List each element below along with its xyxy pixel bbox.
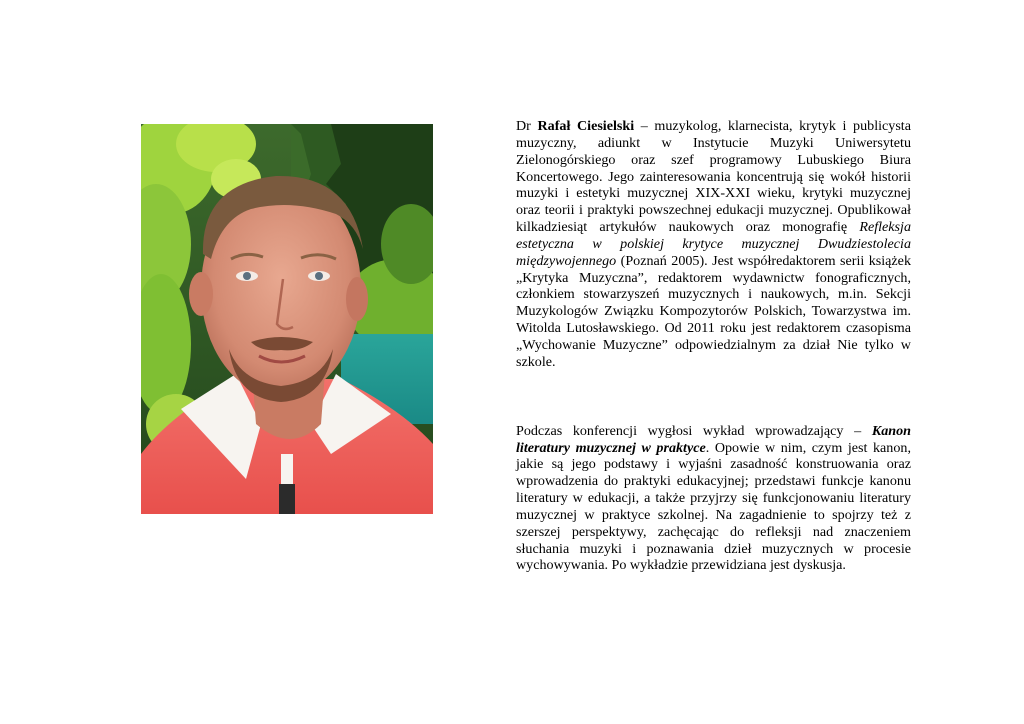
bio-text-2: (Poznań 2005). Jest współredaktorem serii książek „Krytyka Muzyczna”, redaktorem wydawnictw fonograficznych, członkiem stowarzyszeń muzycznych i naukowych, m.in. Sekcji Muzykologów Związku Kompozytorów Polskich, Towarzystwa im. Witolda Lutosławskiego. Od 2011 roku jest redaktorem czasopisma „Wychowanie Muzyczne” odpowiedzialnym za dział Nie tylko w szkole. xyxy=(516,252,911,370)
lecture-paragraph xyxy=(516,423,911,575)
book-title: Refleksja estetyczna w polskiej krytyce muzycznej Dwudziestolecia międzywojennego xyxy=(516,219,911,269)
portrait-illustration xyxy=(141,124,433,514)
text-column xyxy=(516,118,911,574)
bio-prefix: Dr xyxy=(516,118,538,134)
lecture-text-1: Podczas konferencji wygłosi wykład wprowadzający – xyxy=(516,422,872,439)
bio-paragraph xyxy=(516,118,911,371)
portrait-photo xyxy=(141,124,433,514)
speaker-name: Rafał Ciesielski xyxy=(537,118,635,134)
bio-text-1: – muzykolog, klarnecista, krytyk i publicysta muzyczny, adiunkt w Instytucie Muzyki Uniwersytetu Zielonogórskiego oraz szef programowy Lubuskiego Biura Koncertowego. Jego zainteresowania koncentrują się wokół historii muzyki i estetyki muzycznej XIX-XXI wieku, krytyki muzycznej oraz teorii i praktyki powszechnej edukacji muzycznej. Opublikował kilkadziesiąt artykułów naukowych oraz monografię xyxy=(516,118,911,236)
lecture-text-2: . Opowie w nim, czym jest kanon, jakie są jego podstawy i wyjaśni zasadność konstruowania oraz wprowadzenia do praktyki edukacyjnej; przedstawi funkcje kanonu literatury w edukacji, a także przyjrzy się funkcjonowaniu literatury muzycznej w praktyce szkolnej. Na zagadnienie to spojrzy też z szerszej perspektywy, zachęcając do refleksji nad znaczeniem słuchania muzyki i poznawania dzieł muzycznych w procesie wychowywania. Po wykładzie przewidziana jest dyskusja. xyxy=(516,439,911,574)
lecture-title: Kanon literatury muzycznej w praktyce xyxy=(516,422,911,456)
